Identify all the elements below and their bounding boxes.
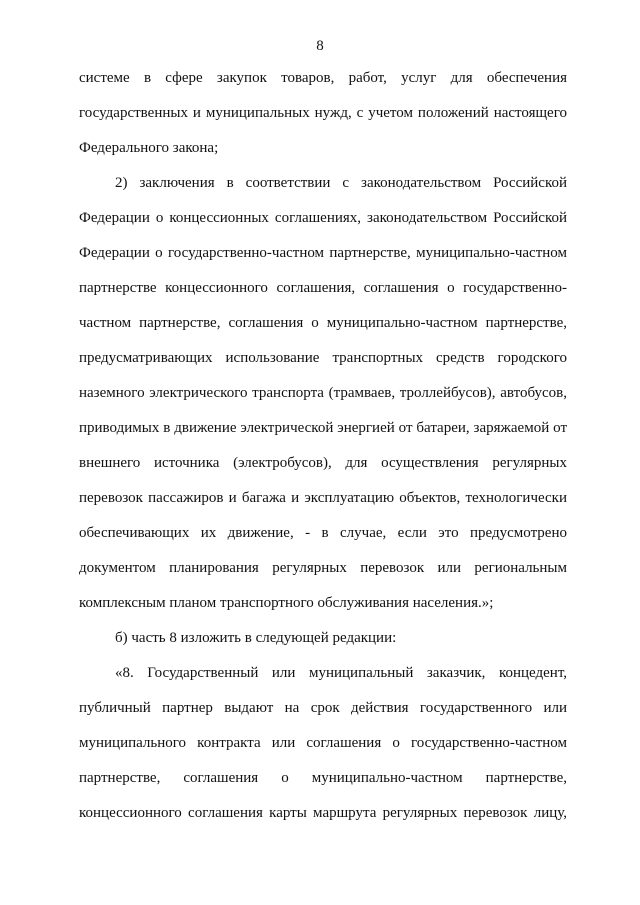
text-line: внешнего источника (электробусов), для осуществления регулярных [79,455,567,471]
paragraph-start-line: 2) заключения в соответствии с законодательством Российской [115,175,567,191]
text-line: приводимых в движение электрической энергией от батареи, заряжаемой от [79,420,567,436]
text-line: перевозок пассажиров и багажа и эксплуатацию объектов, технологически [79,490,567,506]
paragraph-start-line: «8. Государственный или муниципальный заказчик, концедент, [115,665,567,681]
text-line: публичный партнер выдают на срок действия государственного или [79,700,567,716]
text-line: Федерации о государственно-частном партнерстве, муниципально-частном [79,245,567,261]
text-line: документом планирования регулярных перевозок или региональным [79,560,567,576]
text-line: партнерстве концессионного соглашения, соглашения о государственно- [79,280,567,296]
text-line: обеспечивающих их движение, - в случае, если это предусмотрено [79,525,567,541]
text-line: государственных и муниципальных нужд, с учетом положений настоящего [79,105,567,121]
text-line: частном партнерстве, соглашения о муниципально-частном партнерстве, [79,315,567,331]
text-line: системе в сфере закупок товаров, работ, услуг для обеспечения [79,70,567,86]
page-number: 8 [316,38,324,54]
text-line: комплексным планом транспортного обслуживания населения.»; [79,595,494,611]
paragraph-start-line: б) часть 8 изложить в следующей редакции: [115,630,397,646]
text-line: Федерации о концессионных соглашениях, законодательством Российской [79,210,567,226]
text-line: партнерстве, соглашения о муниципально-частном партнерстве, [79,770,567,786]
text-line: предусматривающих использование транспортных средств городского [79,350,567,366]
text-line: концессионного соглашения карты маршрута регулярных перевозок лицу, [79,805,567,821]
text-line: муниципального контракта или соглашения о государственно-частном [79,735,567,751]
text-line: наземного электрического транспорта (трамваев, троллейбусов), автобусов, [79,385,567,401]
text-line: Федерального закона; [79,140,219,156]
